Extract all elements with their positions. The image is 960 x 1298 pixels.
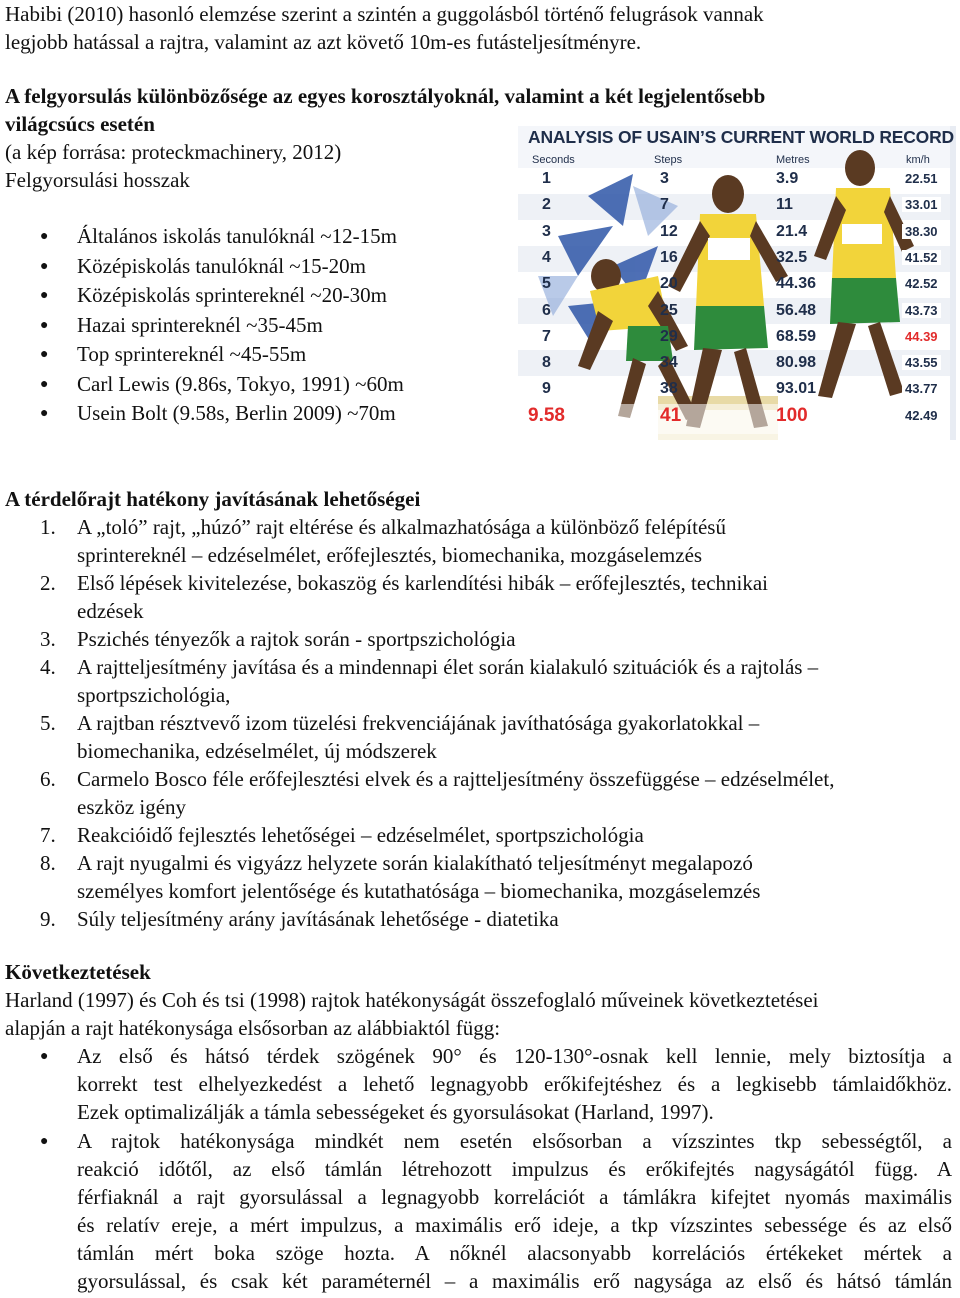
kmh-cell: 42.49 (902, 408, 941, 423)
kmh-cell: 41.52 (902, 250, 941, 265)
kmh-cell: 43.55 (902, 355, 941, 370)
list-item: Top sprintereknél ~45-55m (77, 342, 307, 366)
conclusion-line: reakció időtől, az első támlán létrehozott impulzus és erőkifejtés nagyságától függ. A (77, 1157, 952, 1181)
steps-cell: 20 (660, 275, 678, 293)
list-item-text: Reakcióidő fejlesztés lehetőségei – edzéselmélet, sportpszichológia (77, 823, 644, 847)
list-item-text: A rajtteljesítmény javítása és a mindennapi élet során kialakuló szituációk és a rajtolás – (77, 655, 819, 679)
list-number: 7. (40, 823, 56, 847)
steps-cell: 34 (660, 354, 678, 372)
intro-line-1: Habibi (2010) hasonló elemzése szerint a szintén a guggolásból történő felugrások vannak (5, 2, 764, 26)
list-item-text: edzések (77, 599, 144, 623)
world-record-analysis-figure (518, 126, 956, 440)
list-item-text: Pszichés tényezők a rajtok során - sportpszichológia (77, 627, 516, 651)
conclusion-line: A rajtok hatékonysága mindkét nem esetén elsősorban a vízszintes tkp sebességtől, a (77, 1129, 952, 1153)
list-item: Hazai sprintereknél ~35-45m (77, 313, 323, 337)
header-kmh: km/h (906, 154, 930, 166)
steps-cell: 29 (660, 327, 678, 345)
list-item-text: sportpszichológia, (77, 683, 231, 707)
kmh-cell: 42.52 (902, 276, 941, 291)
list-item: Carl Lewis (9.86s, Tokyo, 1991) ~60m (77, 372, 404, 396)
seconds-cell: 1 (542, 170, 551, 187)
list-number: 2. (40, 571, 56, 595)
seconds-cell: 9.58 (528, 404, 565, 426)
list-item-text: A rajt nyugalmi és vigyázz helyzete során kialakítható teljesítményt megalapozó (77, 851, 753, 875)
steps-cell: 16 (660, 248, 678, 266)
kmh-cell: 22.51 (902, 171, 941, 186)
header-metres: Metres (776, 154, 810, 166)
list-number: 9. (40, 907, 56, 931)
list-item-text: Súly teljesítmény arány javításának lehetősége - diatetika (77, 907, 559, 931)
start-heading: A térdelőrajt hatékony javításának lehetőségei (5, 487, 421, 511)
seconds-cell: 8 (542, 354, 551, 372)
bullet-icon: ● (40, 229, 49, 244)
conclusion-line: és relatív ereje, a mért impulzus, a maximális erő ideje, a tkp vízszintes sebessége és az első (77, 1213, 952, 1237)
metres-cell: 44.36 (776, 275, 817, 293)
conclusion-line: férfiaknál a rajt gyorsulással a legnagyobb korrelációt a támlákra kifejtet nyomás maximális (77, 1185, 952, 1209)
steps-cell: 38 (660, 380, 678, 398)
list-item: Középiskolás tanulóknál ~15-20m (77, 254, 366, 278)
kmh-cell: 43.73 (902, 303, 941, 318)
bullet-icon: ● (40, 1134, 49, 1149)
list-number: 1. (40, 515, 56, 539)
seconds-cell: 2 (542, 196, 551, 214)
conclusion-line: Az első és hátsó térdek szögének 90° és 120-130°-osnak kell lennie, mely biztosítja a (77, 1044, 952, 1068)
seconds-cell: 6 (542, 301, 551, 319)
accel-subheading: Felgyorsulási hosszak (5, 168, 190, 192)
kmh-cell: 33.01 (902, 197, 941, 212)
steps-cell: 3 (660, 170, 669, 187)
figure-title: ANALYSIS OF USAIN’S CURRENT WORLD RECORD (528, 127, 954, 147)
seconds-cell: 3 (542, 222, 551, 240)
list-number: 3. (40, 627, 56, 651)
accel-heading-line-2: világcsúcs esetén (5, 112, 155, 136)
steps-cell: 41 (660, 404, 682, 426)
intro-line-2: legjobb hatással a rajtra, valamint az azt követő 10m-es futásteljesítményre. (5, 30, 642, 54)
bullet-icon: ● (40, 377, 49, 392)
bullet-icon: ● (40, 318, 49, 333)
bullet-icon: ● (40, 288, 49, 303)
bullet-icon: ● (40, 406, 49, 421)
list-item-text: A rajtban résztvevő izom tüzelési frekvenciájának javíthatósága gyakorlatokkal – (77, 711, 760, 735)
kmh-cell: 43.77 (902, 381, 941, 396)
header-seconds: Seconds (532, 154, 575, 166)
list-item-text: A „toló” rajt, „húzó” rajt eltérése és alkalmazhatósága a különböző felépítésű (77, 515, 726, 539)
list-number: 5. (40, 711, 56, 735)
conclusion-line: korrekt test elhelyezkedést a lehető legnagyobb erőkifejtéshez és a legkisebb támlaidőkhöz. (77, 1072, 952, 1096)
kmh-cell: 38.30 (902, 224, 941, 239)
accel-heading-line-1: A felgyorsulás különbözősége az egyes korosztályoknál, valamint a két legjelentősebb (5, 84, 766, 108)
bullet-icon: ● (40, 1049, 49, 1064)
list-item-text: eszköz igény (77, 795, 187, 819)
conclusion-line: Ezek optimalizálják a támla sebességeket és gyorsulásokat (Harland, 1997). (77, 1100, 714, 1124)
seconds-cell: 4 (542, 248, 551, 266)
conclusions-heading: Következtetések (5, 960, 151, 984)
conclusion-line: gyorsulással, és csak két paraméternél – a maximális erő nagysága az első és hátsó támlán (77, 1269, 952, 1293)
figure-illustration (518, 126, 956, 440)
conclusions-intro-line-1: Harland (1997) és Coh és tsi (1998) rajtok hatékonyságát összefoglaló műveinek következtetései (5, 988, 819, 1012)
image-source: (a kép forrása: proteckmachinery, 2012) (5, 140, 342, 164)
seconds-cell: 9 (542, 380, 551, 398)
steps-cell: 25 (660, 301, 678, 319)
metres-cell: 11 (776, 196, 793, 214)
metres-cell: 80.98 (776, 354, 817, 372)
metres-cell: 3.9 (776, 170, 799, 187)
list-item-text: Első lépések kivitelezése, bokaszög és karlendítési hibák – erőfejlesztés, technikai (77, 571, 769, 595)
conclusion-line: támlán mért boka szöge hozta. A nőknél alacsonyabb korrelációs értékeket mértek a (77, 1241, 952, 1265)
list-item: Középiskolás sprintereknél ~20-30m (77, 283, 387, 307)
metres-cell: 21.4 (776, 222, 808, 240)
list-item: Usein Bolt (9.58s, Berlin 2009) ~70m (77, 401, 396, 425)
list-number: 6. (40, 767, 56, 791)
bullet-icon: ● (40, 259, 49, 274)
header-steps: Steps (654, 154, 683, 166)
metres-cell: 56.48 (776, 301, 817, 319)
conclusions-intro-line-2: alapján a rajt hatékonysága elsősorban az alábbiaktól függ: (5, 1016, 501, 1040)
seconds-cell: 5 (542, 275, 551, 293)
list-number: 4. (40, 655, 56, 679)
list-number: 8. (40, 851, 56, 875)
metres-cell: 68.59 (776, 327, 817, 345)
list-item-text: sprintereknél – edzéselmélet, erőfejlesztés, biomechanika, mozgáselemzés (77, 543, 703, 567)
list-item: Általános iskolás tanulóknál ~12-15m (77, 224, 397, 248)
seconds-cell: 7 (542, 327, 551, 345)
list-item-text: Carmelo Bosco féle erőfejlesztési elvek és a rajtteljesítmény összefüggése – edzéselmélet, (77, 767, 835, 791)
metres-cell: 100 (776, 404, 808, 426)
metres-cell: 93.01 (776, 380, 817, 398)
kmh-cell: 44.39 (902, 329, 941, 344)
steps-cell: 12 (660, 222, 678, 240)
list-item-text: személyes komfort jelentősége és kutathatósága – biomechanika, mozgáselemzés (77, 879, 761, 903)
list-item-text: biomechanika, edzéselmélet, új módszerek (77, 739, 437, 763)
steps-cell: 7 (660, 196, 669, 214)
metres-cell: 32.5 (776, 248, 808, 266)
bullet-icon: ● (40, 347, 49, 362)
